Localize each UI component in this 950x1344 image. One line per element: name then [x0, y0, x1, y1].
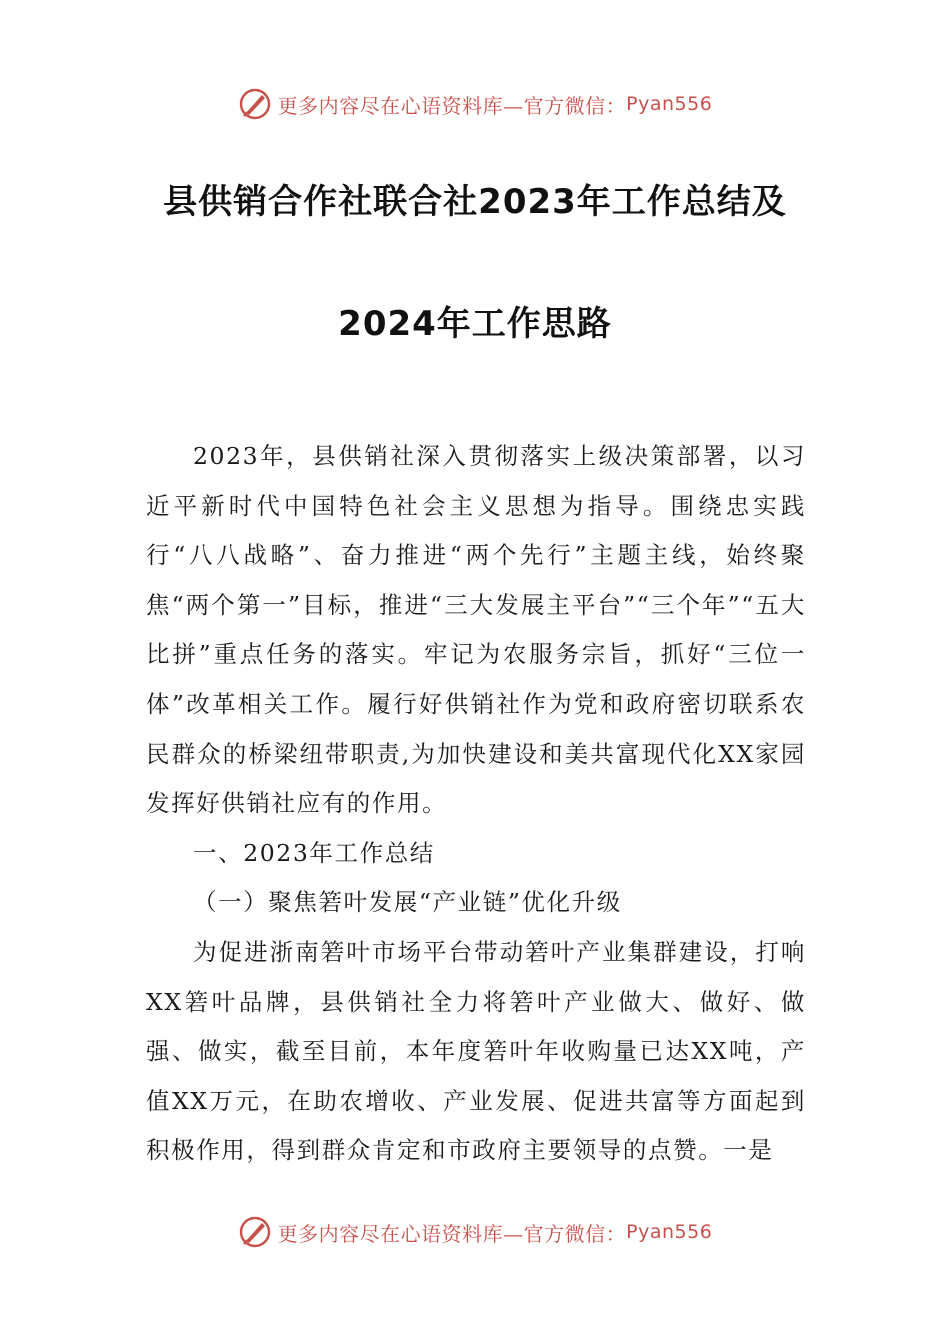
- intro-paragraph: 2023年，县供销社深入贯彻落实上级决策部署，以习近平新时代中国特色社会主义思想为指导。围绕忠实践行“八八战略”、奋力推进“两个先行”主题主线，始终聚焦“两个第一”目标，推进“三大发展主平台”“三个年”“五大比拼”重点任务的落实。牢记为农服务宗旨，抓好“三位一体”改革相关工作。履行好供销社作为党和政府密切联系农民群众的桥梁纽带职责,为加快建设和美共富现代化XX家园发挥好供销社应有的作用。: [146, 442, 806, 818]
- watermark-text: 更多内容尽在心语资料库—官方微信：: [277, 93, 627, 118]
- document-title-line-1: 县供销合作社联合社2023年工作总结及: [163, 182, 787, 222]
- quill-logo-icon: [238, 1215, 272, 1249]
- subsection-heading: （一）聚焦箬叶发展“产业链”优化升级: [193, 888, 622, 917]
- watermark-text: 更多内容尽在心语资料库—官方微信：: [277, 1221, 627, 1246]
- document-title-line-2: 2024年工作思路: [338, 304, 612, 344]
- quill-logo-icon: [238, 87, 272, 121]
- watermark-footer: [0, 1212, 950, 1252]
- body-paragraph: 为促进浙南箬叶市场平台带动箬叶产业集群建设，打响XX箬叶品牌，县供销社全力将箬叶产业做大、做好、做强、做实，截至目前，本年度箬叶年收购量已达XX吨，产值XX万元，在助农增收、产业发展、促进共富等方面起到积极作用，得到群众肯定和市政府主要领导的点赞。一是: [146, 937, 806, 1165]
- watermark-wechat-id: Pyan556: [626, 1221, 713, 1243]
- watermark-wechat-id: Pyan556: [626, 93, 713, 115]
- section-heading: 一、2023年工作总结: [193, 838, 435, 867]
- document-body: [146, 432, 806, 1176]
- watermark-header: [0, 84, 950, 124]
